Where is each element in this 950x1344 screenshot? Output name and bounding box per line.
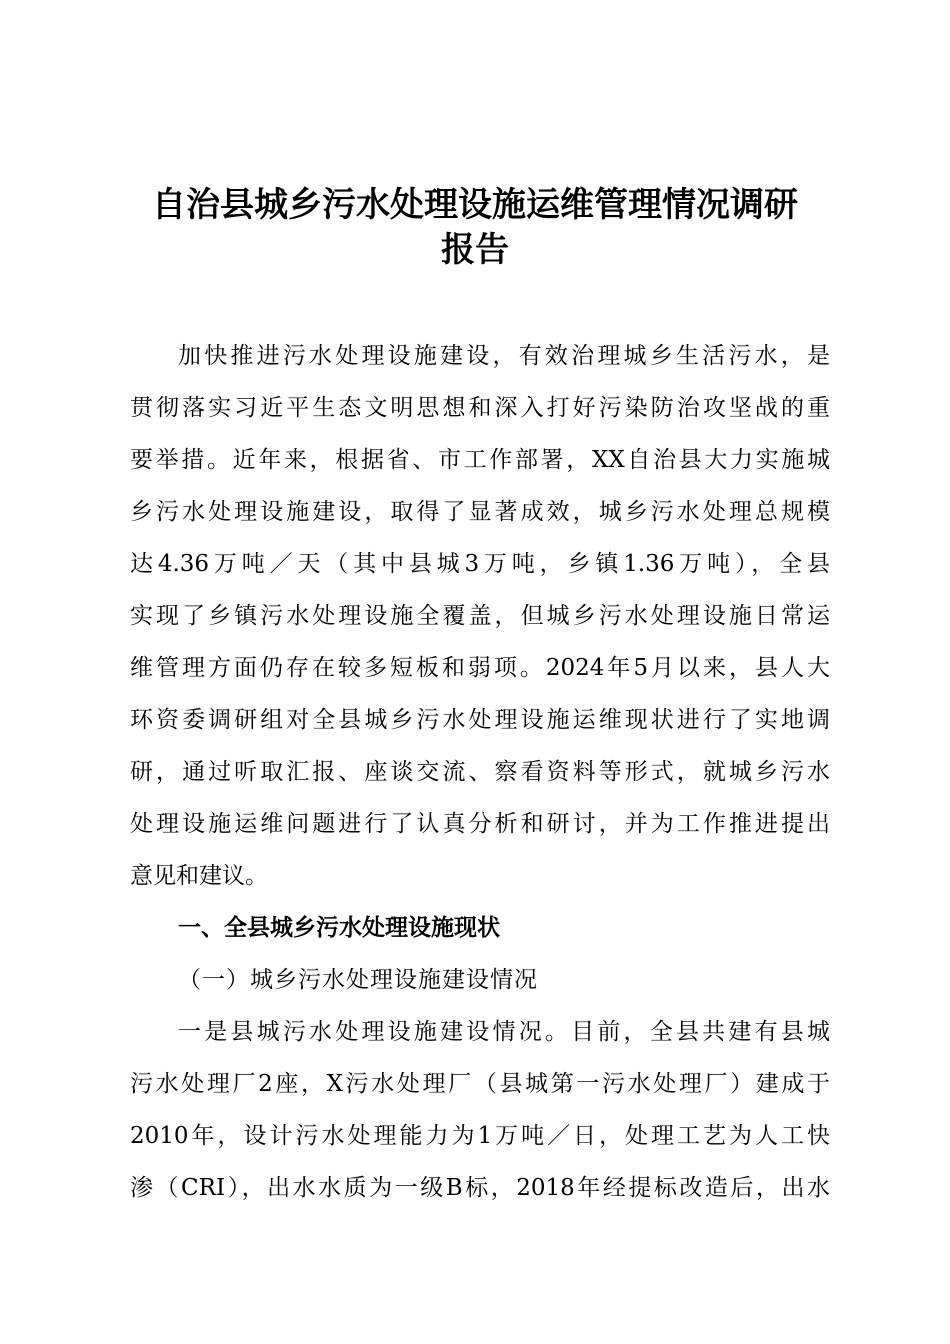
paragraph-line: 维管理方面仍存在较多短板和弱项。2024年5月以来，县人大	[130, 655, 830, 681]
paragraph-line: 渗（CRI），出水水质为一级B标，2018年经提标改造后，出水	[130, 1175, 830, 1201]
document-title-line-2: 报告	[441, 230, 509, 270]
paragraph-line: 加快推进污水处理设施建设，有效治理城乡生活污水，是	[178, 343, 830, 369]
paragraph-line: 乡污水处理设施建设，取得了显著成效，城乡污水处理总规模	[130, 499, 830, 525]
paragraph-line: 意见和建议。	[130, 863, 268, 889]
paragraph-line: 一是县城污水处理设施建设情况。目前，全县共建有县城	[178, 1019, 830, 1045]
paragraph-line: 处理设施运维问题进行了认真分析和研讨，并为工作推进提出	[130, 811, 830, 837]
paragraph-line: 环资委调研组对全县城乡污水处理设施运维现状进行了实地调	[130, 707, 830, 733]
paragraph-line: 研，通过听取汇报、座谈交流、察看资料等形式，就城乡污水	[130, 759, 830, 785]
paragraph-line: 污水处理厂2座，X污水处理厂（县城第一污水处理厂）建成于	[130, 1071, 830, 1097]
document-title-line-1: 自治县城乡污水处理设施运维管理情况调研	[152, 185, 798, 225]
paragraph-line: 2010年，设计污水处理能力为1万吨／日，处理工艺为人工快	[130, 1123, 830, 1149]
paragraph-line: 贯彻落实习近平生态文明思想和深入打好污染防治攻坚战的重	[130, 395, 830, 421]
paragraph-line: 达4.36万吨／天（其中县城3万吨，乡镇1.36万吨），全县	[130, 551, 830, 577]
section-heading: 一、全县城乡污水处理设施现状	[178, 915, 500, 941]
subsection-heading: （一）城乡污水处理设施建设情况	[178, 967, 538, 993]
paragraph-line: 要举措。近年来，根据省、市工作部署，XX自治县大力实施城	[130, 447, 830, 473]
paragraph-line: 实现了乡镇污水处理设施全覆盖，但城乡污水处理设施日常运	[130, 603, 830, 629]
document-body	[130, 330, 830, 1214]
